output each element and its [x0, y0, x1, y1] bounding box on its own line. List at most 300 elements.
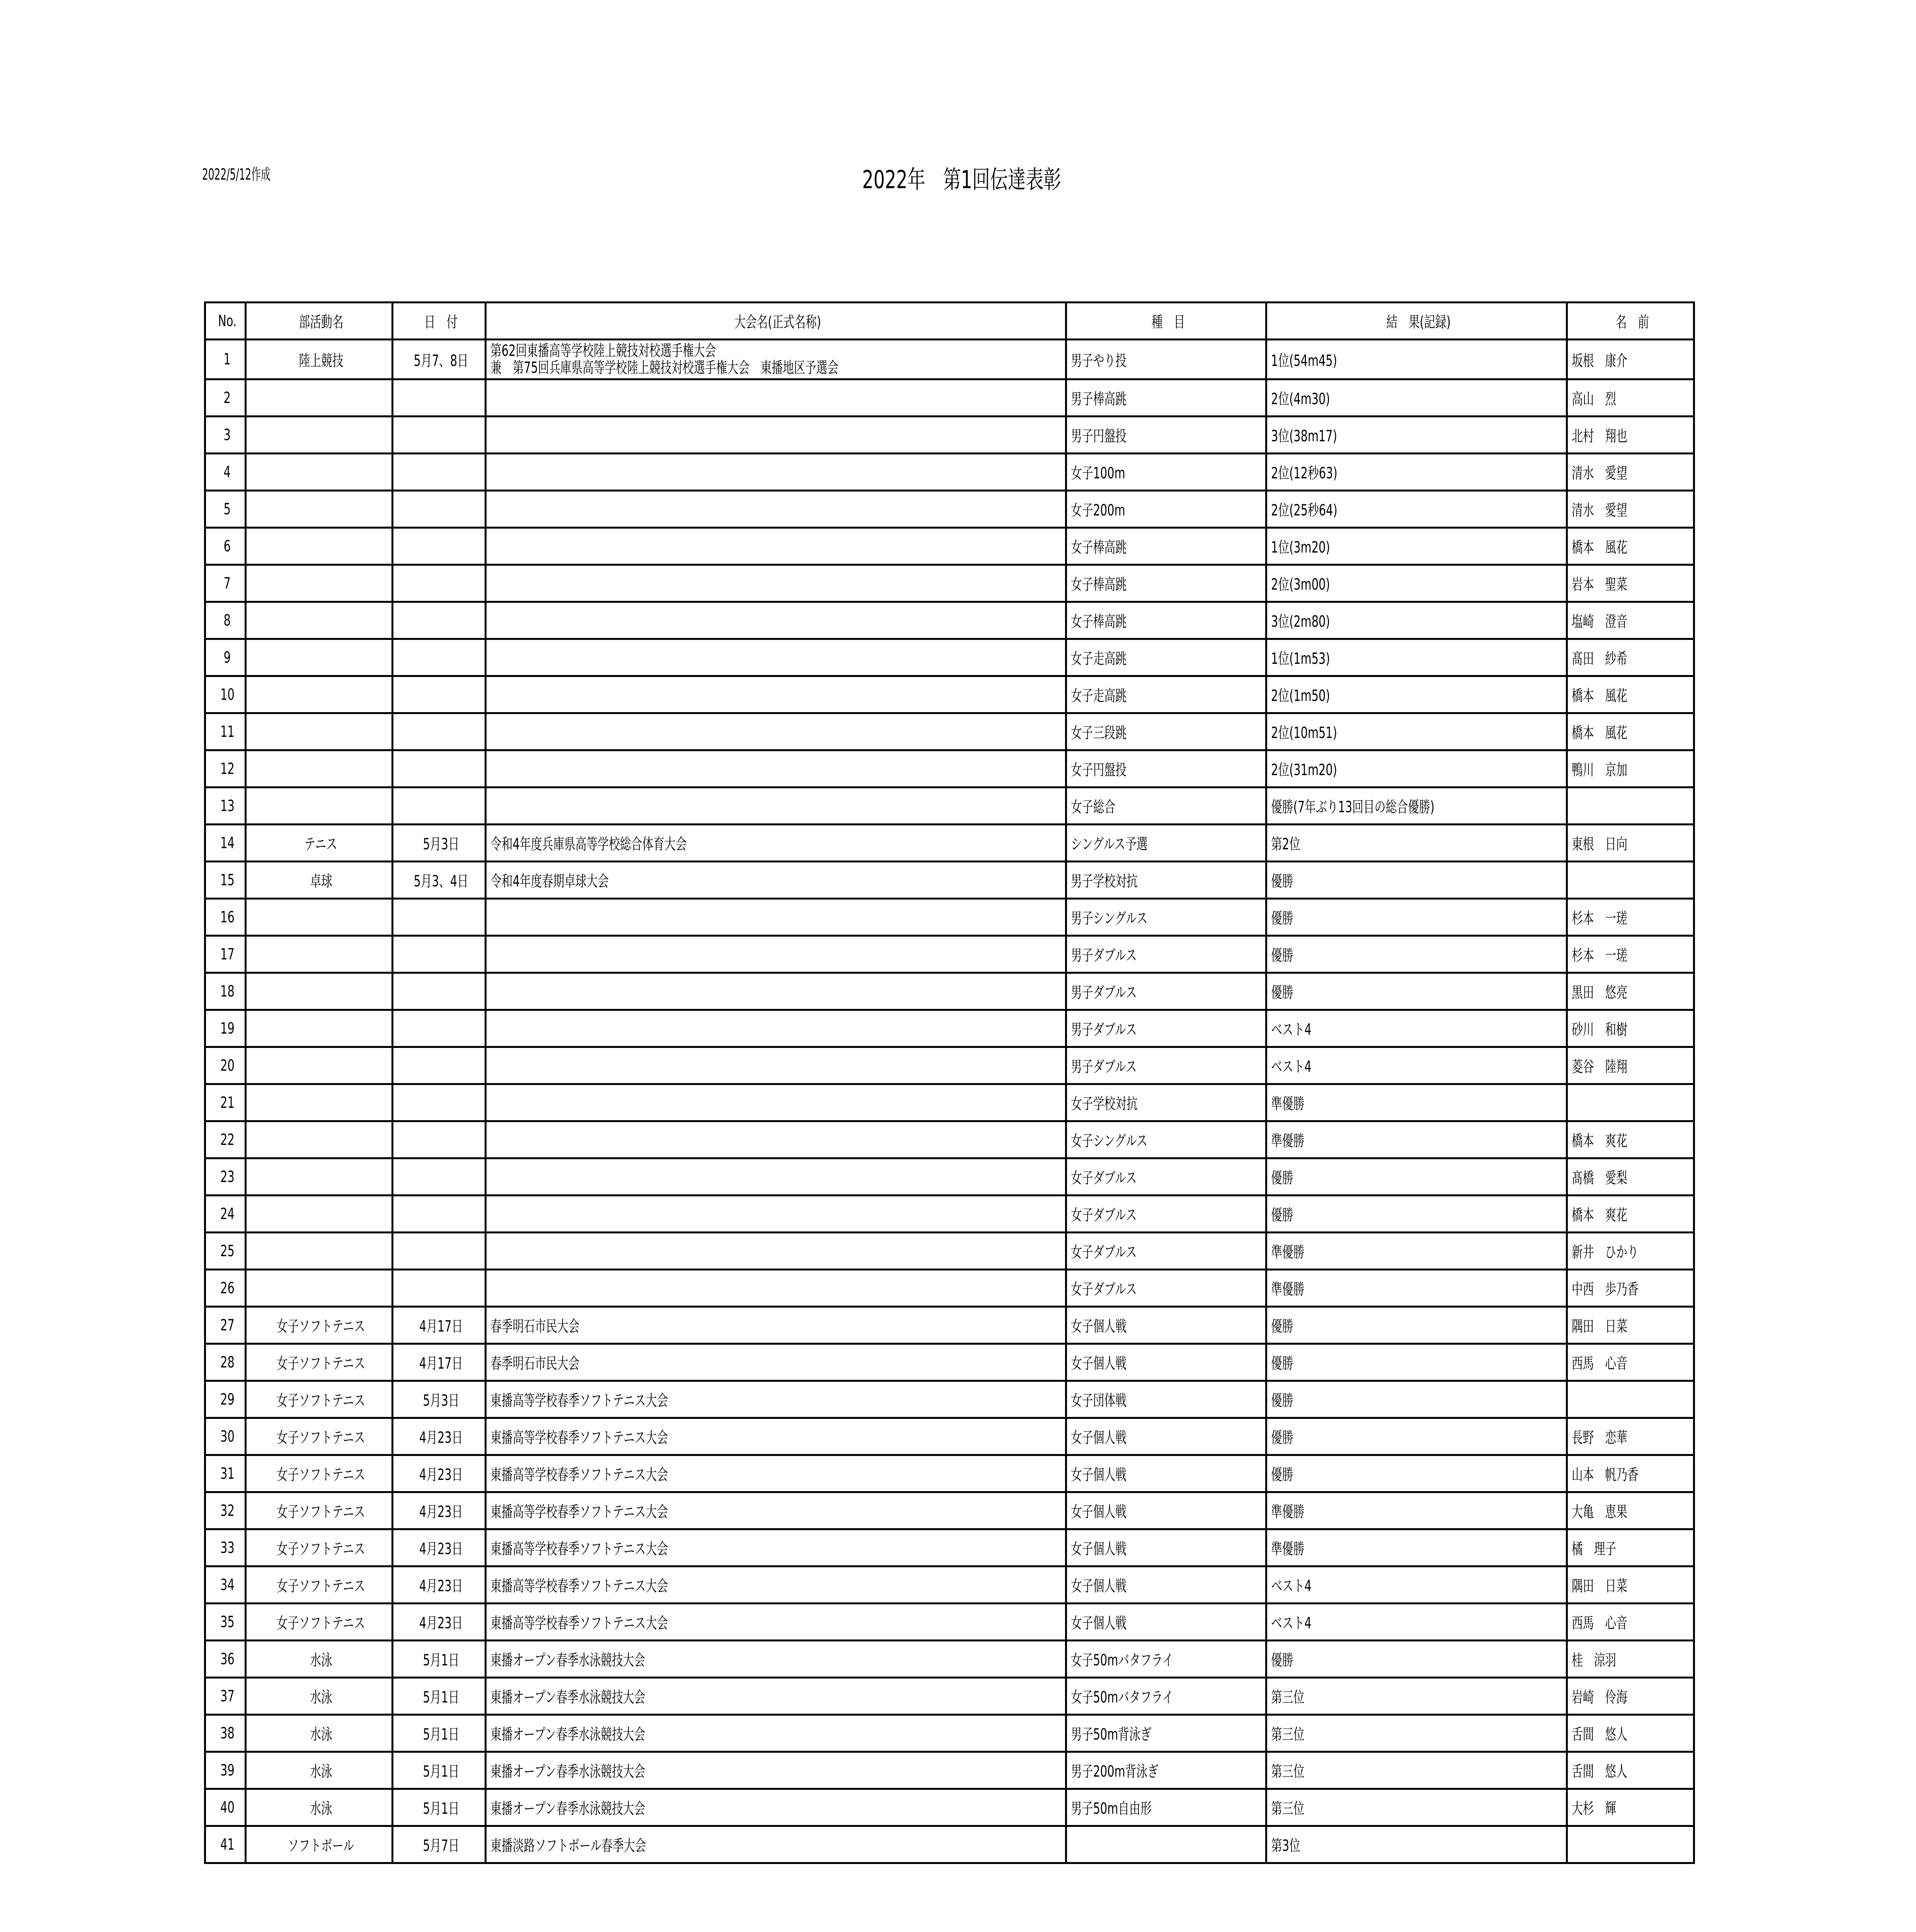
cell-event [486, 1270, 1066, 1307]
cell-date: 4月23日 [393, 1455, 486, 1492]
cell-club: 女子ソフトテニス [246, 1455, 393, 1492]
cell-name: 橋本 風花 [1567, 676, 1694, 713]
cell-club [246, 639, 393, 676]
cell-kind: 女子団体戦 [1066, 1381, 1266, 1418]
cell-kind [1066, 1826, 1266, 1863]
cell-date: 4月17日 [393, 1344, 486, 1381]
cell-date [393, 1158, 486, 1196]
cell-event [486, 1233, 1066, 1270]
cell-event [486, 1047, 1066, 1084]
column-header-result: 結 果(記録) [1266, 303, 1567, 340]
cell-kind: 女子学校対抗 [1066, 1084, 1266, 1121]
cell-result: 第三位 [1266, 1789, 1567, 1826]
cell-result: 優勝 [1266, 973, 1567, 1010]
table-row [205, 1121, 1694, 1158]
cell-club [246, 565, 393, 602]
cell-result: 準優勝 [1266, 1084, 1567, 1121]
cell-no: 38 [205, 1715, 246, 1752]
cell-no: 15 [205, 862, 246, 899]
cell-date: 5月7日 [393, 1826, 486, 1863]
cell-name: 坂根 康介 [1567, 340, 1694, 379]
cell-event: 東播高等学校春季ソフトテニス大会 [486, 1455, 1066, 1492]
event-line-1: 第62回東播高等学校陸上競技対校選手権大会 [490, 342, 716, 360]
cell-name: 菱谷 陸翔 [1567, 1047, 1694, 1084]
cell-result: 3位(2m80) [1266, 602, 1567, 639]
cell-club: 水泳 [246, 1715, 393, 1752]
cell-name: 新井 ひかり [1567, 1233, 1694, 1270]
cell-club [246, 1121, 393, 1158]
table-row [205, 1047, 1694, 1084]
cell-event: 東播オープン春季水泳競技大会 [486, 1752, 1066, 1789]
cell-name: 舌間 悠人 [1567, 1715, 1694, 1752]
cell-club [246, 973, 393, 1010]
cell-no: 30 [205, 1418, 246, 1455]
cell-no: 41 [205, 1826, 246, 1863]
cell-event [486, 602, 1066, 639]
cell-no: 5 [205, 491, 246, 528]
cell-date: 4月23日 [393, 1492, 486, 1529]
cell-kind: 女子個人戦 [1066, 1344, 1266, 1381]
cell-no: 20 [205, 1047, 246, 1084]
cell-event [486, 787, 1066, 825]
cell-date: 4月23日 [393, 1529, 486, 1566]
cell-club [246, 1233, 393, 1270]
cell-kind: 男子やり投 [1066, 340, 1266, 379]
cell-result: 第三位 [1266, 1715, 1567, 1752]
cell-date [393, 565, 486, 602]
cell-date [393, 417, 486, 454]
cell-no: 35 [205, 1604, 246, 1641]
cell-date [393, 1270, 486, 1307]
column-header-kind: 種 目 [1066, 303, 1266, 340]
cell-result: 2位(25秒64) [1266, 491, 1567, 528]
cell-date [393, 676, 486, 713]
cell-event [486, 379, 1066, 417]
cell-name: 西馬 心音 [1567, 1604, 1694, 1641]
table-row [205, 1010, 1694, 1047]
cell-result: ベスト4 [1266, 1047, 1567, 1084]
cell-date: 5月1日 [393, 1752, 486, 1789]
cell-kind: 女子シングルス [1066, 1121, 1266, 1158]
cell-date: 5月1日 [393, 1789, 486, 1826]
cell-name: 髙橋 愛梨 [1567, 1158, 1694, 1196]
cell-date: 4月23日 [393, 1566, 486, 1604]
table-row [205, 1826, 1694, 1863]
cell-kind: 女子三段跳 [1066, 713, 1266, 750]
cell-kind: 女子走高跳 [1066, 676, 1266, 713]
cell-event [486, 713, 1066, 750]
cell-event [486, 973, 1066, 1010]
cell-result: 2位(3m00) [1266, 565, 1567, 602]
cell-no: 9 [205, 639, 246, 676]
cell-kind: 女子100m [1066, 454, 1266, 491]
cell-result: 優勝(7年ぶり13回目の総合優勝) [1266, 787, 1567, 825]
cell-result: 2位(12秒63) [1266, 454, 1567, 491]
table-row [205, 639, 1694, 676]
cell-kind: 女子200m [1066, 491, 1266, 528]
cell-club [246, 1158, 393, 1196]
cell-no: 8 [205, 602, 246, 639]
column-header-date: 日 付 [393, 303, 486, 340]
cell-event: 東播高等学校春季ソフトテニス大会 [486, 1566, 1066, 1604]
table-row [205, 1529, 1694, 1566]
cell-no: 16 [205, 899, 246, 936]
cell-result: 準優勝 [1266, 1492, 1567, 1529]
cell-name: 清水 愛望 [1567, 454, 1694, 491]
table-row [205, 750, 1694, 787]
cell-date [393, 899, 486, 936]
cell-club [246, 602, 393, 639]
cell-event: 東播高等学校春季ソフトテニス大会 [486, 1418, 1066, 1455]
cell-name: 隅田 日菜 [1567, 1307, 1694, 1344]
cell-club: 女子ソフトテニス [246, 1381, 393, 1418]
cell-date [393, 491, 486, 528]
cell-result: 準優勝 [1266, 1121, 1567, 1158]
cell-date [393, 379, 486, 417]
cell-result: 1位(54m45) [1266, 340, 1567, 379]
cell-kind: 男子ダブルス [1066, 1047, 1266, 1084]
cell-name: 隅田 日菜 [1567, 1566, 1694, 1604]
cell-club [246, 491, 393, 528]
table-row [205, 676, 1694, 713]
table-row [205, 602, 1694, 639]
cell-date: 4月23日 [393, 1604, 486, 1641]
cell-name: 砂川 和樹 [1567, 1010, 1694, 1047]
cell-club [246, 787, 393, 825]
cell-kind: 男子ダブルス [1066, 1010, 1266, 1047]
cell-no: 17 [205, 936, 246, 973]
cell-result: 優勝 [1266, 899, 1567, 936]
cell-date: 5月3日 [393, 1381, 486, 1418]
cell-no: 27 [205, 1307, 246, 1344]
cell-result: 第三位 [1266, 1752, 1567, 1789]
cell-event [486, 565, 1066, 602]
cell-event: 春季明石市民大会 [486, 1307, 1066, 1344]
cell-club: 卓球 [246, 862, 393, 899]
cell-event: 東播高等学校春季ソフトテニス大会 [486, 1381, 1066, 1418]
table-row [205, 1233, 1694, 1270]
cell-date [393, 1010, 486, 1047]
cell-result: ベスト4 [1266, 1566, 1567, 1604]
table-row [205, 825, 1694, 862]
cell-name: 大亀 恵果 [1567, 1492, 1694, 1529]
cell-no: 14 [205, 825, 246, 862]
cell-kind: 男子円盤投 [1066, 417, 1266, 454]
created-date: 2022/5/12作成 [202, 166, 271, 184]
cell-name: 塩崎 澄音 [1567, 602, 1694, 639]
cell-name: 橋本 風花 [1567, 713, 1694, 750]
cell-event [486, 676, 1066, 713]
cell-no: 36 [205, 1641, 246, 1678]
cell-kind: 女子50mバタフライ [1066, 1641, 1266, 1678]
cell-no: 29 [205, 1381, 246, 1418]
cell-kind: 女子ダブルス [1066, 1196, 1266, 1233]
cell-event: 令和4年度春期卓球大会 [486, 862, 1066, 899]
cell-club: 水泳 [246, 1641, 393, 1678]
cell-club: 女子ソフトテニス [246, 1307, 393, 1344]
table-row [205, 713, 1694, 750]
cell-club [246, 417, 393, 454]
cell-event [486, 528, 1066, 565]
cell-date: 4月23日 [393, 1418, 486, 1455]
table-row [205, 491, 1694, 528]
cell-date [393, 454, 486, 491]
cell-name: 橋本 爽花 [1567, 1121, 1694, 1158]
cell-no: 34 [205, 1566, 246, 1604]
cell-name: 高山 烈 [1567, 379, 1694, 417]
cell-no: 4 [205, 454, 246, 491]
cell-date [393, 936, 486, 973]
table-row [205, 1678, 1694, 1715]
cell-name: 黒田 悠亮 [1567, 973, 1694, 1010]
cell-club: 陸上競技 [246, 340, 393, 379]
column-header-name: 名 前 [1567, 303, 1694, 340]
cell-result: 優勝 [1266, 1455, 1567, 1492]
cell-event: 東播高等学校春季ソフトテニス大会 [486, 1492, 1066, 1529]
cell-kind: 女子個人戦 [1066, 1566, 1266, 1604]
cell-event [486, 1010, 1066, 1047]
cell-name: 杉本 一瑳 [1567, 936, 1694, 973]
table-row [205, 417, 1694, 454]
cell-no: 18 [205, 973, 246, 1010]
table-row [205, 936, 1694, 973]
cell-name: 岩崎 伶海 [1567, 1678, 1694, 1715]
cell-result: ベスト4 [1266, 1604, 1567, 1641]
column-header-club: 部活動名 [246, 303, 393, 340]
cell-name: 鴨川 京加 [1567, 750, 1694, 787]
cell-date: 5月3日 [393, 825, 486, 862]
cell-kind: 女子棒高跳 [1066, 602, 1266, 639]
cell-date: 5月3、4日 [393, 862, 486, 899]
cell-kind: 女子個人戦 [1066, 1418, 1266, 1455]
column-header-no: No. [205, 303, 246, 340]
cell-no: 37 [205, 1678, 246, 1715]
cell-name: 中西 歩乃香 [1567, 1270, 1694, 1307]
cell-no: 7 [205, 565, 246, 602]
cell-result: 優勝 [1266, 1196, 1567, 1233]
cell-result: 優勝 [1266, 1344, 1567, 1381]
cell-result: ベスト4 [1266, 1010, 1567, 1047]
table-row [205, 1084, 1694, 1121]
cell-event [486, 899, 1066, 936]
cell-club [246, 676, 393, 713]
cell-no: 11 [205, 713, 246, 750]
table-row [205, 973, 1694, 1010]
cell-club [246, 713, 393, 750]
cell-kind: 女子棒高跳 [1066, 528, 1266, 565]
cell-no: 39 [205, 1752, 246, 1789]
cell-club [246, 528, 393, 565]
cell-event [486, 1196, 1066, 1233]
cell-no: 25 [205, 1233, 246, 1270]
cell-no: 31 [205, 1455, 246, 1492]
cell-event [486, 1158, 1066, 1196]
table-row [205, 1752, 1694, 1789]
cell-result: 2位(4m30) [1266, 379, 1567, 417]
table-row [205, 454, 1694, 491]
cell-kind: 女子50mバタフライ [1066, 1678, 1266, 1715]
cell-club: 女子ソフトテニス [246, 1604, 393, 1641]
cell-date [393, 1084, 486, 1121]
cell-name [1567, 1381, 1694, 1418]
cell-event: 東播オープン春季水泳競技大会 [486, 1789, 1066, 1826]
cell-date [393, 602, 486, 639]
awards-table [204, 301, 1695, 1864]
cell-club: 女子ソフトテニス [246, 1418, 393, 1455]
cell-event [486, 639, 1066, 676]
cell-no: 26 [205, 1270, 246, 1307]
table-header-row [205, 303, 1694, 340]
cell-date [393, 1196, 486, 1233]
cell-kind: 女子個人戦 [1066, 1529, 1266, 1566]
cell-result: 2位(1m50) [1266, 676, 1567, 713]
table-row [205, 1196, 1694, 1233]
cell-kind: 女子個人戦 [1066, 1604, 1266, 1641]
cell-kind: 女子個人戦 [1066, 1492, 1266, 1529]
cell-no: 40 [205, 1789, 246, 1826]
cell-no: 24 [205, 1196, 246, 1233]
table-row [205, 1455, 1694, 1492]
cell-no: 32 [205, 1492, 246, 1529]
cell-kind: 女子ダブルス [1066, 1233, 1266, 1270]
cell-kind: 女子個人戦 [1066, 1455, 1266, 1492]
cell-kind: 女子ダブルス [1066, 1270, 1266, 1307]
cell-no: 19 [205, 1010, 246, 1047]
event-line-2: 兼 第75回兵庫県高等学校陸上競技対校選手権大会 東播地区予選会 [490, 359, 839, 377]
cell-kind: 女子総合 [1066, 787, 1266, 825]
cell-club [246, 1010, 393, 1047]
cell-kind: 男子200m背泳ぎ [1066, 1752, 1266, 1789]
cell-result: 準優勝 [1266, 1233, 1567, 1270]
table-row [205, 1641, 1694, 1678]
cell-no: 33 [205, 1529, 246, 1566]
table-row [205, 1492, 1694, 1529]
cell-result: 優勝 [1266, 1418, 1567, 1455]
cell-name: 橘 理子 [1567, 1529, 1694, 1566]
cell-kind: 女子棒高跳 [1066, 565, 1266, 602]
cell-event [486, 750, 1066, 787]
cell-no: 3 [205, 417, 246, 454]
cell-result: 優勝 [1266, 862, 1567, 899]
cell-kind: 女子円盤投 [1066, 750, 1266, 787]
table-row [205, 1344, 1694, 1381]
cell-name [1567, 862, 1694, 899]
cell-club: 女子ソフトテニス [246, 1492, 393, 1529]
table-row [205, 1307, 1694, 1344]
cell-name: 大杉 輝 [1567, 1789, 1694, 1826]
cell-club: テニス [246, 825, 393, 862]
cell-name: 橋本 風花 [1567, 528, 1694, 565]
table-row [205, 1789, 1694, 1826]
table-row [205, 565, 1694, 602]
cell-result: 準優勝 [1266, 1270, 1567, 1307]
cell-kind: 女子個人戦 [1066, 1307, 1266, 1344]
cell-kind: 男子棒高跳 [1066, 379, 1266, 417]
cell-result: 優勝 [1266, 1158, 1567, 1196]
cell-club [246, 379, 393, 417]
cell-date [393, 639, 486, 676]
cell-event: 東播淡路ソフトボール春季大会 [486, 1826, 1066, 1863]
cell-event [486, 454, 1066, 491]
cell-name: 清水 愛望 [1567, 491, 1694, 528]
cell-kind: シングルス予選 [1066, 825, 1266, 862]
cell-date [393, 713, 486, 750]
cell-club [246, 936, 393, 973]
table-row [205, 1381, 1694, 1418]
cell-no: 2 [205, 379, 246, 417]
cell-kind: 男子学校対抗 [1066, 862, 1266, 899]
cell-result: 優勝 [1266, 1641, 1567, 1678]
cell-date [393, 1047, 486, 1084]
cell-no: 23 [205, 1158, 246, 1196]
cell-name: 東根 日向 [1567, 825, 1694, 862]
cell-club: 水泳 [246, 1678, 393, 1715]
cell-result: 準優勝 [1266, 1529, 1567, 1566]
cell-club: 水泳 [246, 1752, 393, 1789]
cell-club [246, 1047, 393, 1084]
cell-name: 西馬 心音 [1567, 1344, 1694, 1381]
cell-name: 山本 帆乃香 [1567, 1455, 1694, 1492]
table-row [205, 1604, 1694, 1641]
cell-kind: 男子ダブルス [1066, 973, 1266, 1010]
cell-event [486, 340, 1066, 379]
cell-no: 6 [205, 528, 246, 565]
cell-date: 5月1日 [393, 1641, 486, 1678]
table-row [205, 787, 1694, 825]
cell-club: ソフトボール [246, 1826, 393, 1863]
cell-event [486, 1084, 1066, 1121]
cell-name: 北村 翔也 [1567, 417, 1694, 454]
table-row [205, 1270, 1694, 1307]
table-row [205, 862, 1694, 899]
cell-no: 12 [205, 750, 246, 787]
column-header-event: 大会名(正式名称) [486, 303, 1066, 340]
cell-no: 22 [205, 1121, 246, 1158]
cell-name [1567, 1084, 1694, 1121]
cell-club [246, 1270, 393, 1307]
cell-kind: 女子走高跳 [1066, 639, 1266, 676]
cell-date [393, 750, 486, 787]
cell-result: 1位(1m53) [1266, 639, 1567, 676]
cell-result: 第三位 [1266, 1678, 1567, 1715]
cell-no: 10 [205, 676, 246, 713]
cell-result: 1位(3m20) [1266, 528, 1567, 565]
table-row [205, 379, 1694, 417]
cell-name: 桂 涼羽 [1567, 1641, 1694, 1678]
table-row [205, 1566, 1694, 1604]
cell-event: 東播高等学校春季ソフトテニス大会 [486, 1529, 1066, 1566]
cell-club [246, 750, 393, 787]
cell-club: 女子ソフトテニス [246, 1344, 393, 1381]
table-row [205, 340, 1694, 379]
cell-result: 優勝 [1266, 936, 1567, 973]
cell-kind: 女子ダブルス [1066, 1158, 1266, 1196]
cell-kind: 男子50m自由形 [1066, 1789, 1266, 1826]
cell-date [393, 1233, 486, 1270]
cell-name: 髙田 紗希 [1567, 639, 1694, 676]
cell-event [486, 491, 1066, 528]
cell-club [246, 1084, 393, 1121]
table-row [205, 899, 1694, 936]
cell-event: 令和4年度兵庫県高等学校総合体育大会 [486, 825, 1066, 862]
cell-no: 13 [205, 787, 246, 825]
cell-event: 東播オープン春季水泳競技大会 [486, 1678, 1066, 1715]
cell-no: 1 [205, 340, 246, 379]
cell-event [486, 1121, 1066, 1158]
cell-club: 女子ソフトテニス [246, 1529, 393, 1566]
cell-club [246, 1196, 393, 1233]
cell-no: 28 [205, 1344, 246, 1381]
